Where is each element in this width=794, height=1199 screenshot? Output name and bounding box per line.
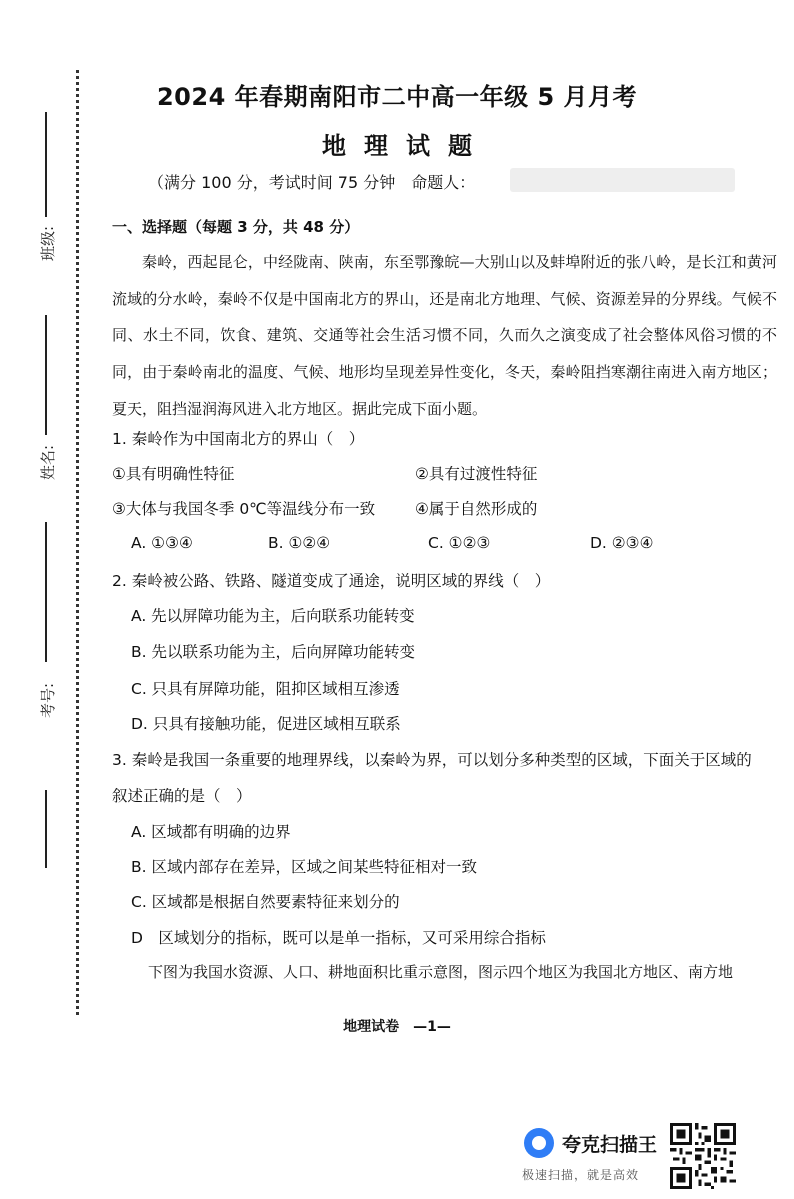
exam-subtitle: 地理试题 bbox=[322, 132, 490, 160]
exam-meta: （满分 100 分，考试时间 75 分钟 命题人： bbox=[148, 173, 476, 192]
q1-statement-2: ②具有过渡性特征 bbox=[415, 465, 538, 483]
q1-stem: 1. 秦岭作为中国南北方的界山（ ） bbox=[112, 430, 365, 448]
class-label: 班级: bbox=[39, 225, 58, 262]
q2-option-c[interactable]: C. 只具有屏障功能，阻抑区域相互渗透 bbox=[131, 680, 400, 698]
name-underline bbox=[45, 315, 47, 435]
q3-option-a[interactable]: A. 区域都有明确的边界 bbox=[131, 823, 291, 841]
q2-option-a[interactable]: A. 先以屏障功能为主，后向联系功能转变 bbox=[131, 607, 415, 625]
q1-option-b[interactable]: B. ①②④ bbox=[268, 534, 331, 552]
q3-stem-line-2: 叙述正确的是（ ） bbox=[112, 787, 252, 805]
q3-option-b[interactable]: B. 区域内部存在差异，区域之间某些特征相对一致 bbox=[131, 858, 477, 876]
exam-title: 2024 年春期南阳市二中高一年级 5 月月考 bbox=[156, 83, 638, 111]
section-heading: 一、选择题（每题 3 分，共 48 分） bbox=[112, 218, 360, 236]
next-passage-intro: 下图为我国水资源、人口、耕地面积比重示意图，图示四个地区为我国北方地区、南方地 bbox=[148, 963, 734, 981]
scanner-logo-icon bbox=[524, 1128, 554, 1158]
q3-stem-line-1: 3. 秦岭是我国一条重要的地理界线，以秦岭为界，可以划分多种类型的区域，下面关于区域的 bbox=[112, 751, 752, 769]
q1-option-a[interactable]: A. ①③④ bbox=[131, 534, 193, 552]
q1-option-c[interactable]: C. ①②③ bbox=[428, 534, 491, 552]
binding-dotted-line bbox=[76, 70, 79, 1015]
redacted-author bbox=[510, 168, 735, 192]
page-footer: 地理试卷 —1— bbox=[343, 1019, 451, 1035]
name-label: 姓名: bbox=[39, 444, 58, 481]
q2-option-b[interactable]: B. 先以联系功能为主，后向屏障功能转变 bbox=[131, 643, 415, 661]
q3-option-c[interactable]: C. 区域都是根据自然要素特征来划分的 bbox=[131, 893, 400, 911]
q2-stem: 2. 秦岭被公路、铁路、隧道变成了通途，说明区域的界线（ ） bbox=[112, 572, 551, 590]
q2-option-d[interactable]: D. 只具有接触功能，促进区域相互联系 bbox=[131, 715, 401, 733]
reading-passage: 秦岭，西起昆仑，中经陇南、陕南，东至鄂豫皖—大别山以及蚌埠附近的张八岭，是长江和黄河流域的分水岭，秦岭不仅是中国南北方的界山，还是南北方地理、气候、资源差异的分界线。气候不同、水土不同，饮食、建筑、交通等社会生活习惯不同，久而久之演变成了社会整体风俗习惯的不同，由于秦岭南北的温度、气候、地形均呈现差异性变化，冬天，秦岭阻挡寒潮往南进入南方地区；夏天，阻挡湿润海风进入北方地区。据此完成下面小题。 bbox=[112, 253, 777, 418]
scanner-slogan: 极速扫描，就是高效 bbox=[522, 1168, 640, 1182]
q1-statement-4: ④属于自然形成的 bbox=[415, 500, 538, 518]
number-underline bbox=[45, 522, 47, 662]
q1-statement-3: ③大体与我国冬季 0℃等温线分布一致 bbox=[112, 500, 376, 518]
q1-option-d[interactable]: D. ②③④ bbox=[590, 534, 654, 552]
scanner-watermark bbox=[520, 1124, 670, 1184]
qr-code-icon bbox=[670, 1123, 736, 1189]
number-label: 考号: bbox=[39, 682, 58, 719]
q3-option-d[interactable]: D 区域划分的指标，既可以是单一指标，又可采用综合指标 bbox=[131, 929, 546, 947]
seat-underline bbox=[45, 790, 47, 868]
q1-statement-1: ①具有明确性特征 bbox=[112, 465, 235, 483]
scanner-brand-name: 夸克扫描王 bbox=[562, 1134, 658, 1156]
